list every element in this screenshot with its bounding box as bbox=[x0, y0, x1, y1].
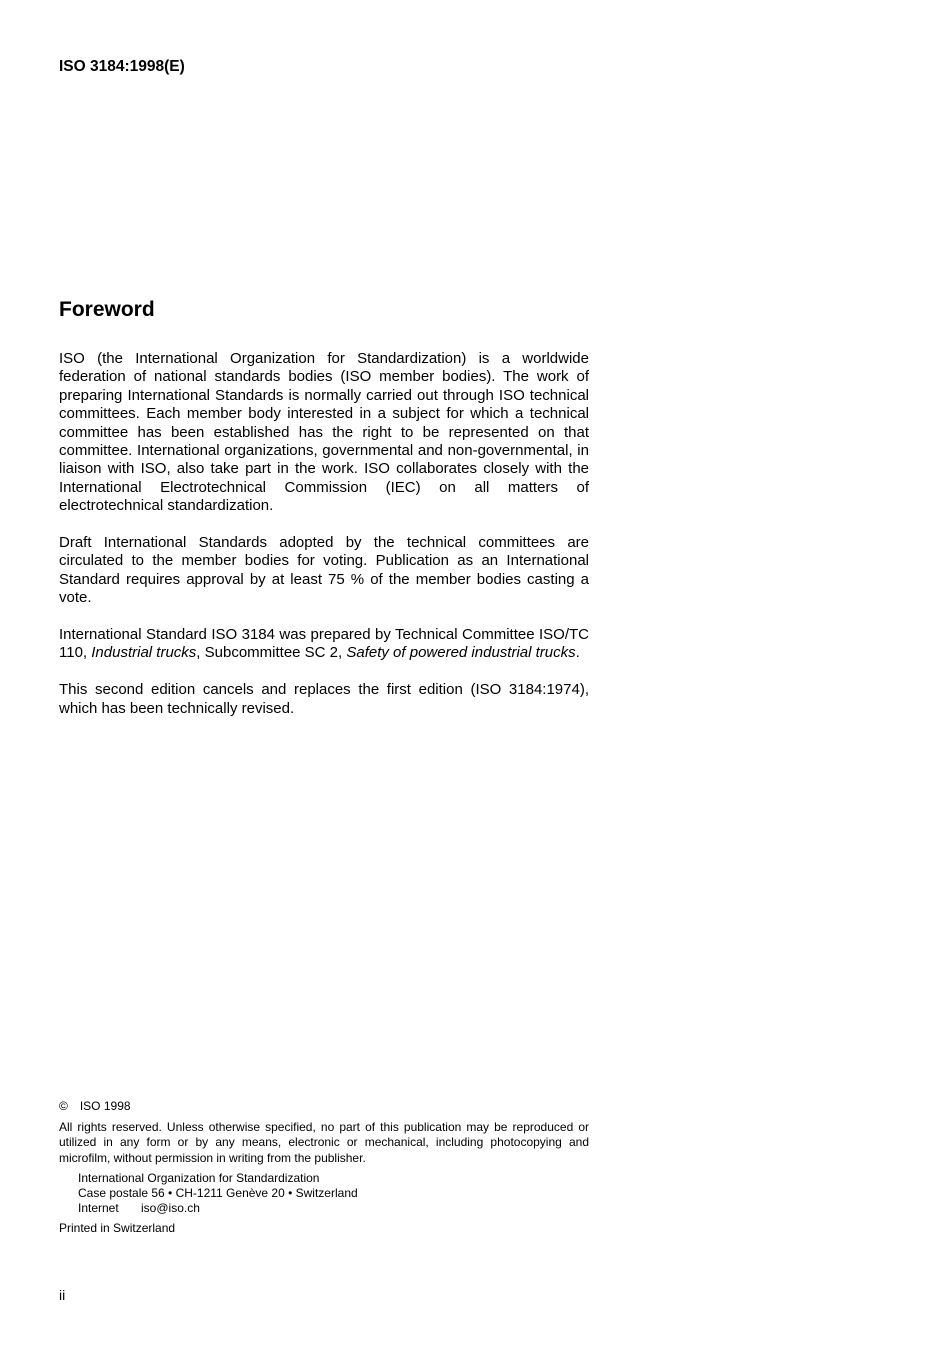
printed-in: Printed in Switzerland bbox=[59, 1221, 176, 1236]
copyright-footer bbox=[59, 1099, 589, 1237]
subcommittee-title: Safety of powered industrial trucks bbox=[346, 644, 576, 662]
foreword-body bbox=[59, 350, 589, 736]
document-id: ISO 3184:1998(E) bbox=[59, 58, 185, 75]
publisher-address bbox=[59, 1171, 589, 1217]
rights-notice: All rights reserved. Unless otherwise specified, no part of this publication may be reproduced or utilized in any form or by any means, electronic or mechanical, including photocopying and microfilm, without permission in writing from the publisher. bbox=[59, 1120, 589, 1165]
foreword-paragraph-4: This second edition cancels and replaces the first edition (ISO 3184:1974), which has been technically revised. bbox=[59, 681, 589, 717]
foreword-paragraph-1: ISO (the International Organization for Standardization) is a worldwide federation of national standards bodies (ISO member bodies). The work of preparing International Standards is normally carried out through ISO technical committees. Each member body interested in a subject for which a technical committee has been established has the right to be represented on that committee. International organizations, governmental and non-governmental, in liaison with ISO, also take part in the work. ISO collaborates closely with the International Electrotechnical Commission (IEC) on all matters of electrotechnical standardization. bbox=[59, 350, 589, 515]
org-name: International Organization for Standardization bbox=[78, 1170, 320, 1185]
internet-email: iso@iso.ch bbox=[141, 1201, 200, 1216]
committee-title: Industrial trucks bbox=[91, 644, 197, 662]
foreword-heading: Foreword bbox=[59, 298, 155, 321]
p3-text-a: International Standard ISO 3184 was prepared by Technical Committee ISO/TC 110, bbox=[59, 626, 589, 662]
foreword-paragraph-3 bbox=[59, 626, 589, 663]
internet-line bbox=[78, 1201, 589, 1216]
postal-address: Case postale 56 • CH-1211 Genève 20 • Switzerland bbox=[78, 1186, 358, 1201]
foreword-paragraph-2: Draft International Standards adopted by the technical committees are circulated to the member bodies for voting. Publication as an International Standard requires approval by at least 75 % of the member bodies casting a vote. bbox=[59, 534, 589, 607]
copyright-line bbox=[59, 1099, 589, 1114]
copyright-symbol: © bbox=[59, 1099, 68, 1113]
p3-text-e: . bbox=[575, 644, 580, 662]
p3-text-c: , Subcommittee SC 2, bbox=[196, 644, 347, 662]
internet-label: Internet bbox=[78, 1201, 119, 1216]
copyright-text: ISO 1998 bbox=[79, 1099, 131, 1113]
page-number: ii bbox=[59, 1287, 66, 1303]
